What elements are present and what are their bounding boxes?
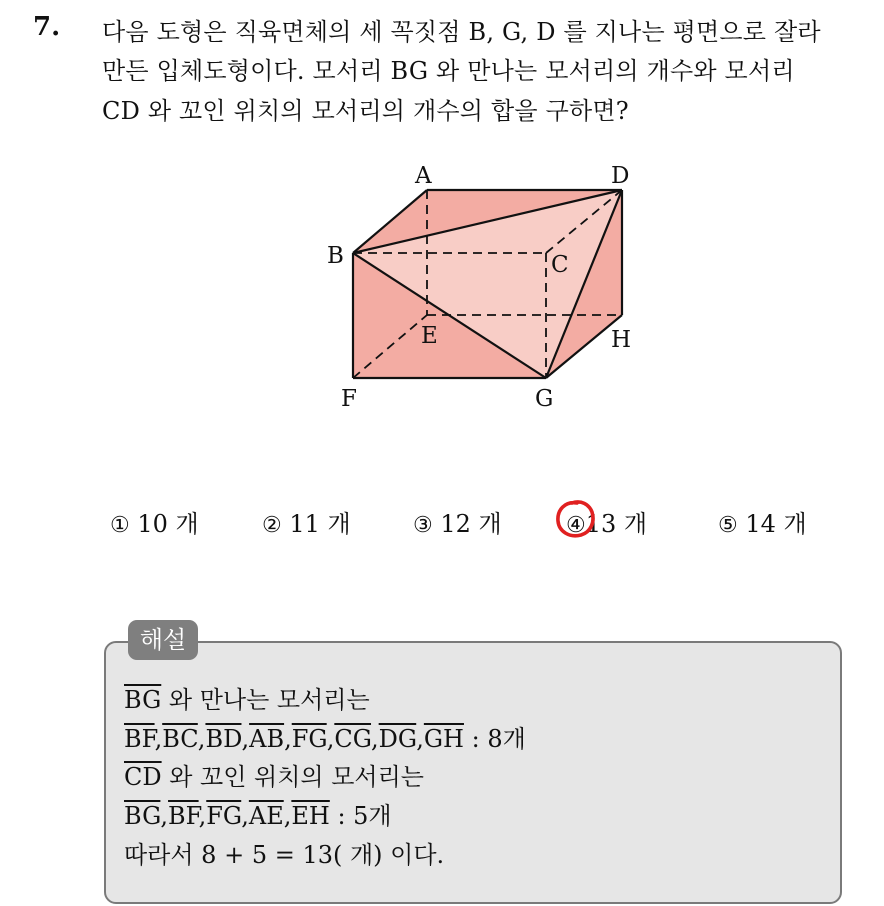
solution-line-4 [124,796,392,831]
question-line-2: 만든 입체도형이다. 모서리 BG 와 만나는 모서리의 개수와 모서리 [102,57,795,85]
solution-line-3 [124,757,424,792]
edge-item: $\overline{FG}$ [291,725,327,753]
vertex-label-c: C [551,252,569,278]
edge-item: $\overline{DG}$ [378,725,417,753]
choice-text: 14 개 [745,510,807,538]
edge-item: $\overline{BF}$ [168,802,199,830]
choice-text: 11 개 [289,510,351,538]
vertex-label-f: F [341,386,357,412]
solution-text: 와 꼬인 위치의 모서리는 [161,763,424,791]
solution-line-5: 따라서 8 + 5 = 13( 개) 이다. [124,841,445,869]
choice-symbol: ③ [413,513,433,538]
choice-symbol: ④ [566,513,586,538]
solution-text: 와 만나는 모서리는 [161,686,370,714]
choice-2[interactable] [262,504,351,539]
choice-1[interactable] [110,504,199,539]
vertex-label-a: A [415,163,432,189]
choice-symbol: ① [110,513,130,538]
choice-text: 13 개 [585,510,648,538]
choice-5[interactable] [718,504,807,539]
solution-line-1 [124,680,370,715]
solution-line-2 [124,719,526,754]
edge-item: $\overline{FG}$ [206,802,242,830]
choice-text: 10 개 [137,510,199,538]
edge-item: $\overline{BD}$ [205,725,242,753]
solution-tag: 해설 [128,620,198,660]
vertex-label-d: D [611,163,630,189]
choice-symbol: ② [262,513,282,538]
vertex-label-e: E [421,323,438,349]
edge-item: $\overline{CG}$ [334,725,372,753]
edge-item: $\overline{BF}$ [124,725,155,753]
cut-cuboid-figure [320,160,660,415]
question-line-3: CD 와 꼬인 위치의 모서리의 개수의 합을 구하면? [102,97,629,125]
question-number: 7. [33,12,61,42]
edge-item: $\overline{AB}$ [249,725,285,753]
edge-bg: $\overline{BG}$ [124,686,162,714]
answer-circle-mark [553,497,599,543]
choice-text: 12 개 [440,510,502,538]
vertex-label-h: H [611,327,632,353]
edge-list-2: $\overline{BG},\overline{BF},\overline{FG},\overline{AE},\overline{EH}$ [124,802,330,830]
choice-3[interactable] [413,504,502,539]
edge-item: $\overline{GH}$ [423,725,464,753]
edge-list-1: $\overline{BF},\overline{BC},\overline{BD},\overline{AB},\overline{FG},\overline{CG},\overline{DG},\overline{GH}$ [124,725,464,753]
edge-cd: $\overline{CD}$ [124,763,162,791]
edge-item: $\overline{AE}$ [248,802,284,830]
vertex-label-g: G [535,386,554,412]
edge-item: $\overline{EH}$ [291,802,330,830]
choice-symbol: ⑤ [718,513,738,538]
edge-item: $\overline{BG}$ [124,802,161,830]
question-line-1: 다음 도형은 직육면체의 세 꼭짓점 B, G, D 를 지나는 평면으로 잘라 [102,18,821,46]
count-1: : 8개 [463,725,526,753]
vertex-label-b: B [327,243,344,269]
edge-item: $\overline{BC}$ [162,725,198,753]
count-2: : 5개 [329,802,392,830]
